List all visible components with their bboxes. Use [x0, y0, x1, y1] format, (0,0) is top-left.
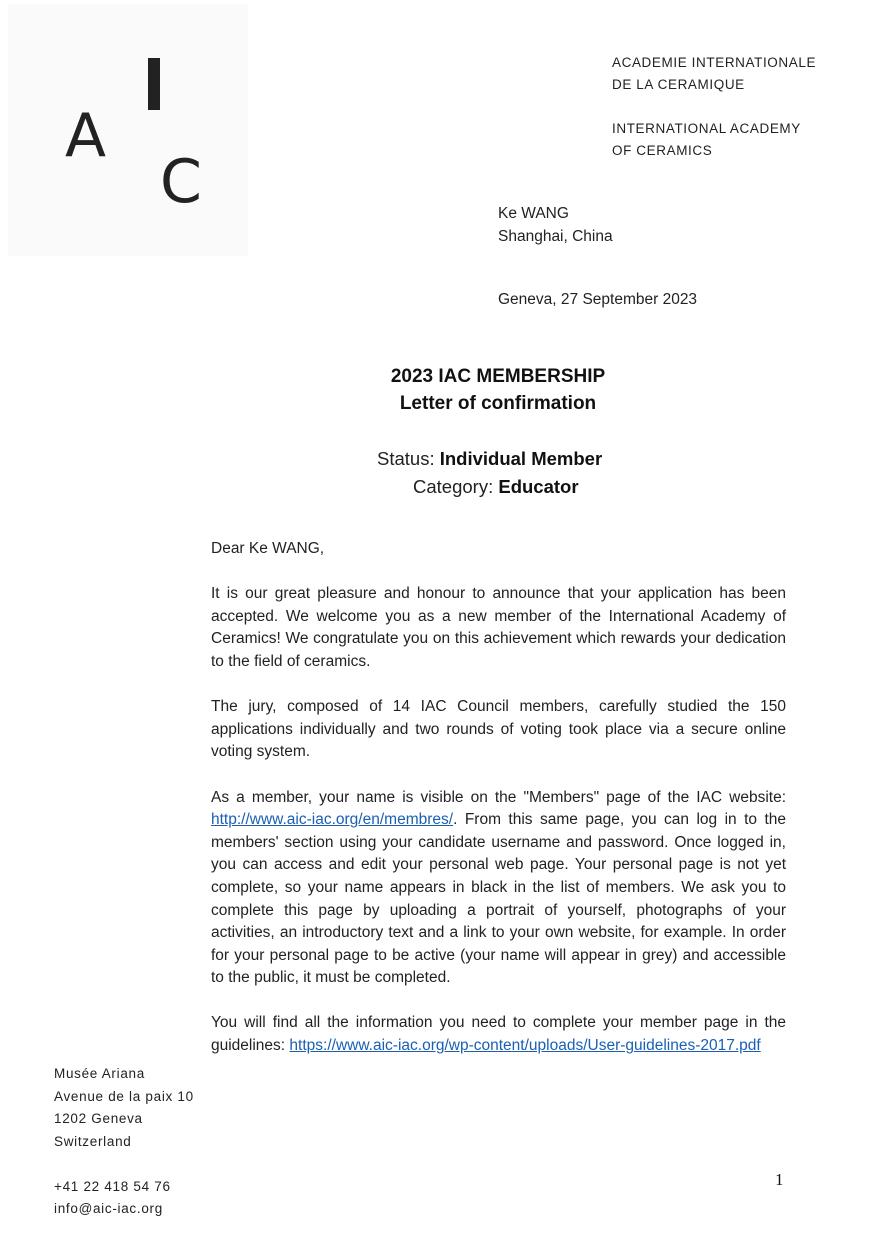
org-name-en-line: OF CERAMICS [612, 143, 713, 158]
letter-body [211, 538, 786, 1080]
status-label: Status: [377, 448, 435, 469]
category-label: Category: [413, 476, 494, 497]
p3-text-before: As a member, your name is visible on the "Members" page of the IAC website: [211, 788, 786, 806]
letter-date: Geneva, 27 September 2023 [498, 291, 698, 308]
p3-text-after: . From this same page, you can log in to the members' section using your candidate username and password. Once logged in, you can access and edit your personal web page. Your personal page is not yet complete, so your name appears in black in the list of members. We ask you to complete this page by uploading a portrait of yourself, photographs of your activities, an introductory text and a link to your own website, for example. In order for your personal page to be active (your name will appear in grey) and accessible to the public, it must be completed. [211, 811, 786, 987]
membership-status [377, 448, 602, 470]
logo-letter-i [148, 58, 160, 110]
status-value: Individual Member [439, 448, 603, 469]
p4-text-before: You will find all the information you need to complete your member page in the guidelines: [211, 1014, 786, 1055]
org-name-french [612, 52, 816, 96]
address-line: 1202 Geneva [54, 1111, 143, 1126]
aic-logo [8, 4, 248, 256]
logo-letter-a: A [65, 101, 107, 171]
phone-number: +41 22 418 54 76 [54, 1178, 171, 1194]
recipient-block [498, 202, 613, 248]
logo-letter-c: C [160, 147, 202, 217]
org-name-en-line: INTERNATIONAL ACADEMY [612, 121, 801, 136]
org-name-fr-line: DE LA CERAMIQUE [612, 77, 745, 92]
address-line: Musée Ariana [54, 1066, 145, 1081]
org-name-fr-line: ACADEMIE INTERNATIONALE [612, 55, 817, 70]
letter-subtitle: Letter of confirmation [399, 393, 597, 414]
salutation: Dear Ke WANG, [211, 540, 325, 557]
email-address[interactable]: info@aic-iac.org [54, 1201, 163, 1216]
paragraph-jury: The jury, composed of 14 IAC Council members, carefully studied the 150 applications individually and two rounds of voting took place via a secure online voting system. [211, 698, 786, 761]
category-value: Educator [498, 476, 579, 497]
spacer [54, 1153, 194, 1176]
letter-title: 2023 IAC MEMBERSHIP [390, 366, 606, 387]
paragraph-guidelines [211, 1012, 786, 1057]
org-name-english [612, 118, 816, 162]
members-page-link[interactable]: http://www.aic-iac.org/en/membres/ [211, 811, 454, 829]
recipient-location: Shanghai, China [498, 228, 613, 245]
page-number: 1 [775, 1170, 784, 1189]
guidelines-link[interactable]: https://www.aic-iac.org/wp-content/uploads/User-guidelines-2017.pdf [289, 1037, 761, 1055]
membership-category [413, 476, 579, 498]
address-line: Switzerland [54, 1133, 132, 1149]
recipient-name: Ke WANG [498, 205, 569, 222]
paragraph-members-page [211, 787, 786, 990]
organization-header [612, 52, 816, 184]
paragraph-acceptance: It is our great pleasure and honour to announce that your application has been accepted. We welcome you as a new member of the International Academy of Ceramics! We congratulate you on this achievement which rewards your dedication to the field of ceramics. [211, 585, 786, 670]
footer-contact [54, 1063, 194, 1221]
address-line: Avenue de la paix 10 [54, 1088, 194, 1104]
